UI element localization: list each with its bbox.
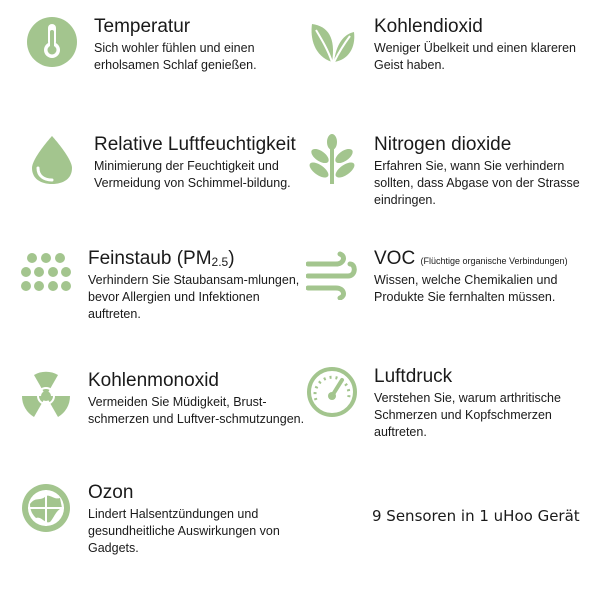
wind-icon [306,248,358,300]
sensor-title-main: VOC [374,248,416,269]
sensor-co [20,370,310,470]
sensor-title [374,248,568,272]
sensor-title: Kohlenmonoxid [88,370,219,391]
thermometer-icon [26,16,78,68]
sensor-title-main: Feinstaub (PM [88,248,212,269]
sensor-title-end: ) [228,248,235,269]
sensor-title: Nitrogen dioxide [374,134,512,155]
gauge-icon [306,366,358,418]
sensor-no2 [306,134,596,234]
sensor-title-note: (Flüchtige organische Verbindungen) [420,256,568,266]
sensor-title: Ozon [88,482,134,503]
sensor-description: Minimierung der Feuchtigkeit und Vermeidung von Schimmel-bildung. [94,159,291,190]
sensor-voc [306,248,596,348]
sensor-description: Erfahren Sie, wann Sie verhindern sollten, dass Abgase von der Strasse eindringen. [374,159,580,207]
plant-icon [306,134,358,186]
sensor-title-subscript: 2.5 [211,255,229,269]
sensor-description: Wissen, welche Chemikalien und Produkte Sie fernhalten müssen. [374,273,558,304]
globe-icon [20,482,72,534]
sensor-title: Kohlendioxid [374,16,483,37]
sensor-title: Temperatur [94,16,191,37]
sensor-description: Sich wohler fühlen und einen erholsamen Schlaf genießen. [94,41,257,72]
leaves-icon [306,16,358,68]
sensor-co2 [306,16,596,116]
sensor-title: Relative Luftfeuchtigkeit [94,134,296,155]
sensor-description: Verstehen Sie, warum arthritische Schmerzen und Kopfschmerzen auftreten. [374,391,561,439]
sensor-ozone [20,482,310,582]
sensor-humidity [26,134,316,234]
footer-caption: 9 Sensoren in 1 uHoo Gerät [372,507,580,525]
sensor-title [88,248,235,273]
sensor-pressure [306,366,596,466]
particles-icon [20,248,72,300]
sensor-pm25 [20,248,310,348]
radiation-icon [20,370,72,422]
sensor-description: Weniger Übelkeit und einen klareren Geist haben. [374,41,576,72]
sensor-description: Verhindern Sie Staubansam-mlungen, bevor Allergien und Infektionen auftreten. [88,273,300,321]
sensor-description: Lindert Halsentzündungen und gesundheitliche Auswirkungen von Gadgets. [88,507,280,555]
sensor-description: Vermeiden Sie Müdigkeit, Brust-schmerzen und Luftver-schmutzungen. [88,395,305,426]
sensor-temperature [26,16,316,116]
droplet-icon [26,134,78,186]
sensor-title: Luftdruck [374,366,453,387]
